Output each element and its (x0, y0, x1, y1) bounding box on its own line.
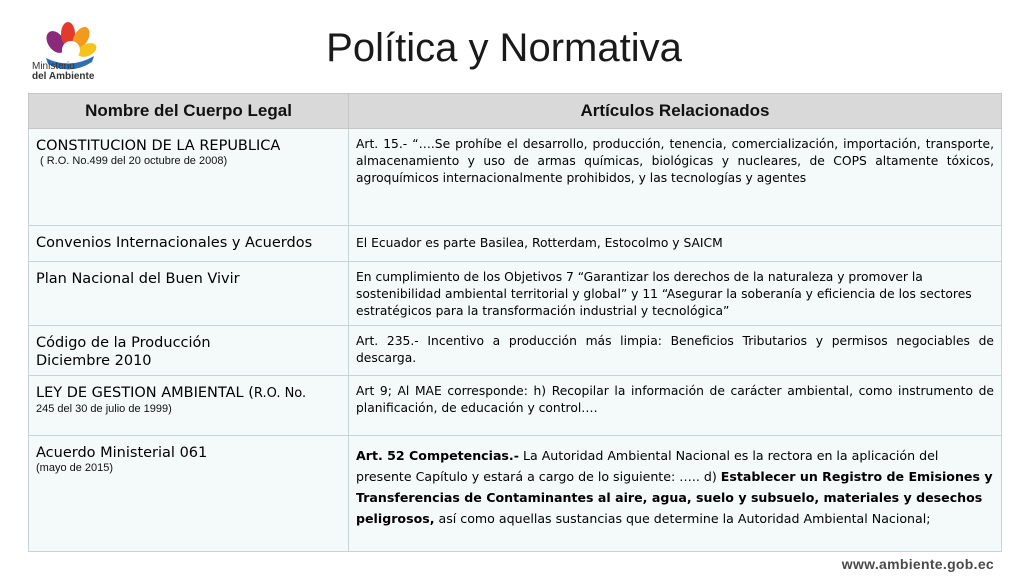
table-row (29, 226, 1002, 262)
article-text-1: La Autoridad Ambiental Nacional es la rectora en la aplicación del presente Capítulo y estará a cargo de lo siguiente: ….. d) (356, 448, 939, 484)
table-header-row (29, 94, 1002, 129)
legal-body-name: Plan Nacional del Buen Vivir (36, 271, 240, 287)
legal-body-name-line1: Código de la Producción (36, 335, 211, 351)
table-cell-articles (349, 376, 1002, 436)
table-row (29, 262, 1002, 326)
article-text: Art. 235.- Incentivo a producción más limpia: Beneficios Tributarios y permisos negociables de descarga. (356, 334, 994, 365)
table-cell-articles (349, 262, 1002, 326)
legal-body-name-main: LEY DE GESTION AMBIENTAL ( (36, 385, 254, 401)
article-text-2: así como aquellas sustancias que determine la Autoridad Ambiental Nacional; (434, 511, 931, 526)
article-text: Art. 15.- “….Se prohíbe el desarrollo, producción, tenencia, comercialización, importación, transporte, almacenamiento y uso de armas químicas, biológicas y nucleares, de COPS altamente tóxicos, agroquímicos internacionalmente prohibidos, y las tecnologías y agentes (356, 137, 994, 185)
table-cell-name (29, 262, 349, 326)
legal-body-name (36, 326, 341, 370)
page-title: Política y Normativa (326, 26, 682, 70)
article-bold-2: Establecer un Registro de Emisiones y Transferencias de Contaminantes al aire, agua, suelo y subsuelo, materiales y desechos peligrosos, (356, 469, 993, 526)
legal-body-name (36, 376, 341, 403)
article-text: El Ecuador es parte Basilea, Rotterdam, Estocolmo y SAICM (356, 236, 723, 250)
column-header-articles: Artículos Relacionados (349, 94, 1002, 129)
legal-body-sub: (mayo de 2015) (36, 462, 114, 474)
table-row (29, 326, 1002, 376)
legal-body-name: Acuerdo Ministerial 061 (36, 445, 208, 461)
table-row (29, 129, 1002, 226)
article-text: Art 9; Al MAE corresponde: h) Recopilar la información de carácter ambiental, como instrumento de planificación, de educación y control…. (356, 384, 994, 415)
table-cell-name (29, 226, 349, 262)
article-text: En cumplimiento de los Objetivos 7 “Garantizar los derechos de la naturaleza y promover la sostenibilidad ambiental territorial y global” y 11 “Asegurar la soberanía y eficiencia de los sectores estratégicos para la transformación industrial y tecnológica” (356, 270, 972, 318)
table-cell-name (29, 129, 349, 226)
table-cell-name (29, 376, 349, 436)
legal-framework-table (28, 93, 1002, 552)
table-cell-name (29, 326, 349, 376)
table-row (29, 436, 1002, 552)
table-cell-articles (349, 436, 1002, 552)
legal-body-sub: ( R.O. No.499 del 20 octubre de 2008) (40, 155, 228, 167)
logo-line2: del Ambiente (32, 71, 95, 82)
table-cell-articles (349, 326, 1002, 376)
legal-body-name-small: R.O. No. (253, 386, 307, 401)
article-text (356, 436, 994, 529)
table-cell-name (29, 436, 349, 552)
table-cell-articles (349, 226, 1002, 262)
legal-body-name-line2: Diciembre 2010 (36, 353, 152, 369)
legal-body-sub: 245 del 30 de julio de 1999) (36, 403, 172, 415)
article-bold-1: Art. 52 Competencias.- (356, 448, 519, 463)
table-cell-articles (349, 129, 1002, 226)
legal-body-name: Convenios Internacionales y Acuerdos (36, 235, 313, 251)
table-row (29, 376, 1002, 436)
website-url: www.ambiente.gob.ec (841, 556, 994, 572)
legal-body-name: CONSTITUCION DE LA REPUBLICA (36, 138, 281, 154)
logo-line1: Ministerio (32, 61, 75, 72)
column-header-name: Nombre del Cuerpo Legal (29, 94, 349, 129)
